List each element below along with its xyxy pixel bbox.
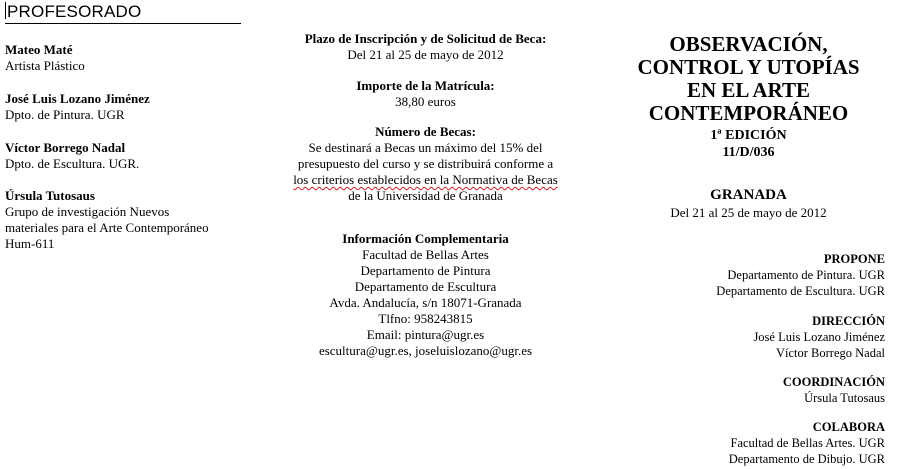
importe-title: Importe de la Matrícula: [356,78,495,93]
course-dates: Del 21 al 25 de mayo de 2012 [670,205,827,220]
info-line: Departamento de Pintura [360,263,491,278]
info-line: Facultad de Bellas Artes [362,247,489,262]
becas-section [283,124,568,204]
section-title: DIRECCIÓN [812,314,885,328]
course-title [612,33,885,125]
person-tutosaus [5,188,245,252]
section-line: Úrsula Tutosaus [804,391,885,405]
info-line: Departamento de Escultura [354,279,497,294]
direccion-section [612,313,885,361]
section-title: COORDINACIÓN [782,375,885,389]
person-role: Artista Plástico [5,58,85,73]
text-cursor [5,2,6,19]
plazo-text: Del 21 al 25 de mayo de 2012 [347,47,504,62]
info-email: escultura@ugr.es, joseluislozano@ugr.es [318,343,533,358]
importe-text: 38,80 euros [395,94,456,109]
person-role: Dpto. de Pintura. UGR [5,107,125,122]
person-mateo [5,42,245,74]
person-lozano [5,91,245,123]
section-line: Víctor Borrego Nadal [776,346,885,360]
person-role-line: materiales para el Arte Contemporáneo [5,220,209,235]
importe-section [283,78,568,110]
city-label: GRANADA [710,187,787,203]
plazo-section [283,31,568,63]
info-title: Información Complementaria [342,231,509,246]
person-borrego [5,140,245,172]
section-title: PROPONE [823,252,885,266]
becas-title: Número de Becas: [375,124,476,139]
person-role: Dpto. de Escultura. UGR. [5,156,140,171]
coordinacion-section [612,374,885,406]
becas-line: Se destinará a Becas un máximo del 15% del [308,140,543,155]
colabora-section [612,419,885,467]
section-line: José Luis Lozano Jiménez [753,330,885,344]
title-line: OBSERVACIÓN, [669,32,828,56]
title-line: EN EL ARTE [687,78,810,102]
section-line: Departamento de Pintura. UGR [727,268,885,282]
section-line: Departamento de Escultura. UGR [716,284,885,298]
person-name: Úrsula Tutosaus [5,188,95,203]
info-line: Avda. Andalucía, s/n 18071-Granada [329,295,522,310]
becas-line: de la Universidad de Granada [348,188,503,203]
section-line: Departamento de Dibujo. UGR [728,452,885,466]
info-email: Email: pintura@ugr.es [366,327,485,342]
course-code: 11/D/036 [722,145,775,160]
edition-label: 1ª EDICIÓN [710,128,787,143]
person-name: Víctor Borrego Nadal [5,140,126,155]
person-role-line: Grupo de investigación Nuevos [5,204,170,219]
becas-line: presupuesto del curso y se distribuirá conforme a [297,156,554,171]
title-line: CONTEMPORÁNEO [648,101,849,125]
section-line: Facultad de Bellas Artes. UGR [730,436,885,450]
person-name: José Luis Lozano Jiménez [5,91,150,106]
becas-line: los criterios establecidos en la Normativa de Becas [293,172,558,187]
profesorado-heading: PROFESORADO [5,2,241,24]
plazo-title: Plazo de Inscripción y de Solicitud de Beca: [304,31,547,46]
person-name: Mateo Maté [5,42,73,57]
propone-section [612,251,885,299]
info-section [283,231,568,359]
person-role-line: Hum-611 [5,236,55,251]
info-phone: Tlfno: 958243815 [378,311,473,326]
title-line: CONTROL Y UTOPÍAS [637,55,860,79]
section-title: COLABORA [812,420,885,434]
